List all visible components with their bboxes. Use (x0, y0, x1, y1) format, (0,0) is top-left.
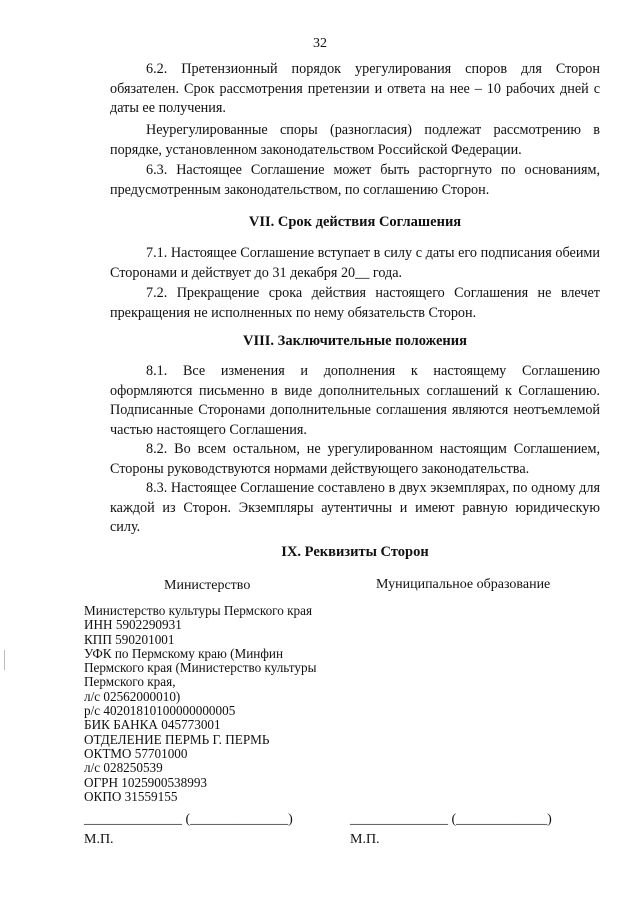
paragraph-6-2: 6.2. Претензионный порядок урегулирования споров для Сторон обязателен. Срок рассмотрения претензии и ответа на нее – 10 рабочих дней с даты ее получения. (110, 61, 600, 116)
ministry-column-title: Министерство (164, 578, 251, 593)
municipality-column-title: Муниципальное образование (376, 577, 551, 592)
page-number: 32 (313, 36, 327, 51)
municipality-signature-line: ______________ (_____________) (350, 812, 552, 827)
municipality-stamp-label: М.П. (350, 832, 380, 847)
paragraph-8-2: 8.2. Во всем остальном, не урегулированном настоящим Соглашением, Стороны руководствуются нормами действующего законодательства. (110, 441, 600, 477)
ministry-signature-line: ______________ (______________) (84, 812, 293, 827)
ministry-stamp-label: М.П. (84, 832, 114, 847)
paragraph-8-1: 8.1. Все изменения и дополнения к настоящему Соглашению оформляются письменно в виде дополнительных соглашений к Соглашению. Подписанные Сторонами дополнительные соглашения являются неотъемлемой частью настоящего Соглашения. (110, 363, 600, 438)
paragraph-7-2: 7.2. Прекращение срока действия настоящего Соглашения не влечет прекращения не исполненных по нему обязательств Сторон. (110, 285, 600, 321)
section-9-heading: IX. Реквизиты Сторон (281, 544, 429, 560)
paragraph-8-3: 8.3. Настоящее Соглашение составлено в двух экземплярах, по одному для каждой из Сторон. Экземпляры аутентичны и имеют равную юридическую силу. (110, 480, 600, 535)
paragraph-6-2-disputes: Неурегулированные споры (разногласия) подлежат рассмотрению в порядке, установленном законодательством Российской Федерации. (110, 122, 600, 158)
section-7-heading: VII. Срок действия Соглашения (248, 214, 462, 230)
paragraph-6-3: 6.3. Настоящее Соглашение может быть расторгнуто по основаниям, предусмотренным законодательством, по соглашению Сторон. (110, 162, 600, 198)
paragraph-7-1: 7.1. Настоящее Соглашение вступает в силу с даты его подписания обеими Сторонами и действует до 31 декабря 20__ года. (110, 245, 600, 281)
scan-margin-mark (4, 650, 5, 670)
ministry-requisites: Министерство культуры Пермского края ИНН 5902290931 КПП 590201001 УФК по Пермскому краю (Минфин Пермского края (Министерство культуры Пермского края, л/с 02562000010) р/с 40201810100000000005 БИК БАНКА 045773001 ОТДЕЛЕНИЕ ПЕРМЬ Г. ПЕРМЬ ОКТМО 57701000 л/с 028250539 ОГРН 1025900538993 ОКПО 31559155 (84, 603, 317, 804)
section-8-heading: VIII. Заключительные положения (243, 333, 467, 349)
